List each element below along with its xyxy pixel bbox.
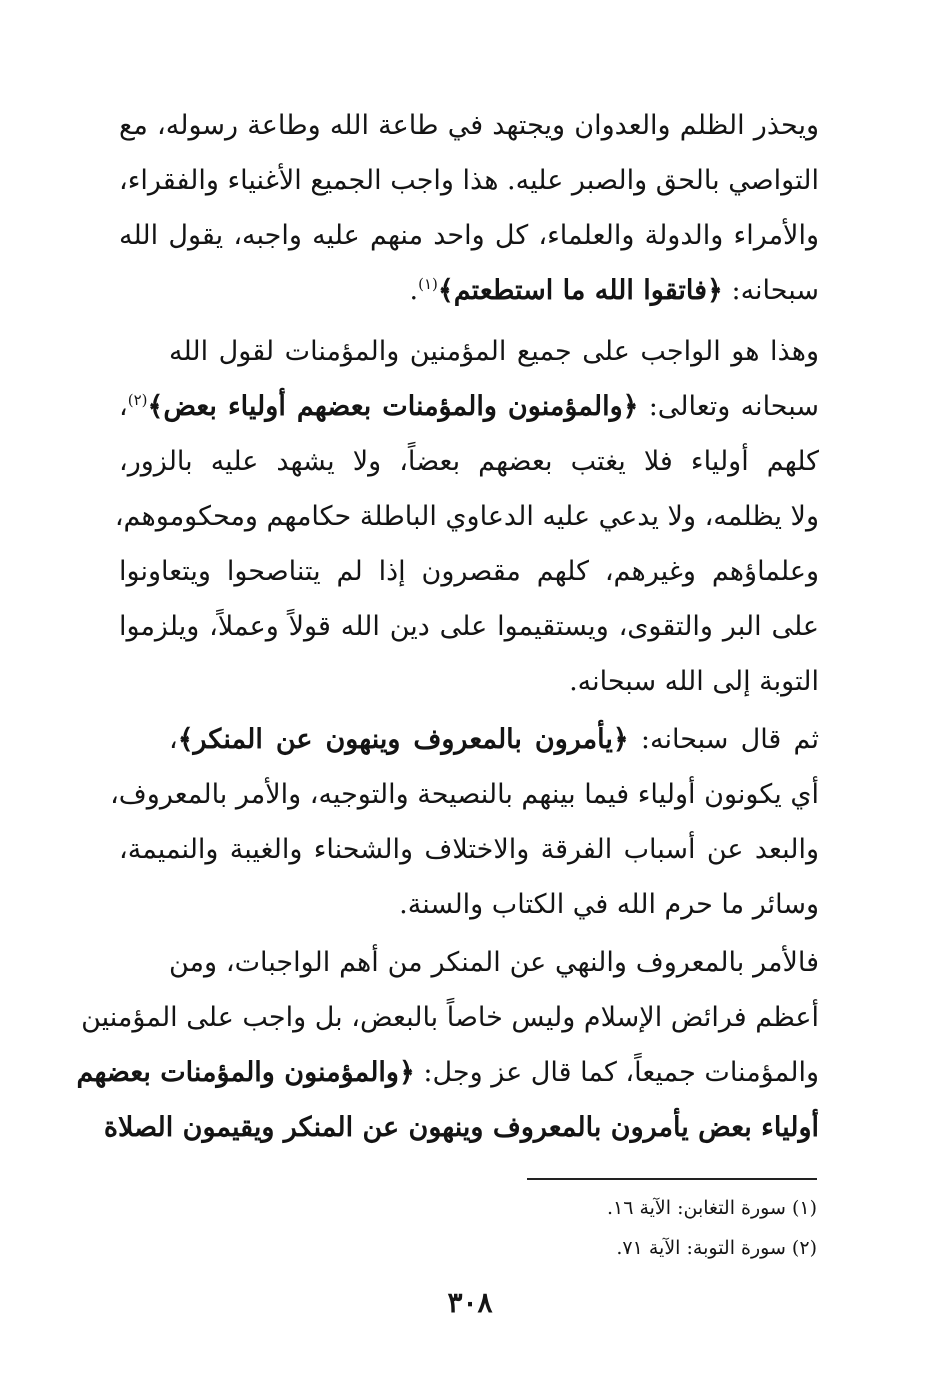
text-line-content: التواصي بالحق والصبر عليه. هذا واجب الجميع الأغنياء والفقراء،: [119, 165, 819, 196]
quran-quote: ﴿فاتقوا الله ما استطعتم﴾: [437, 275, 723, 306]
text-line-content: والبعد عن أسباب الفرقة والاختلاف والشحناء والغيبة والنميمة،: [119, 834, 819, 865]
text-line: [119, 436, 819, 488]
text-line: [119, 100, 819, 152]
text-line: [110, 769, 819, 821]
text-line-content: وسائر ما حرم الله في الكتاب والسنة.: [399, 889, 819, 920]
quran-quote: ﴿والمؤمنون والمؤمنات بعضهم: [76, 1057, 415, 1088]
text-line: [119, 265, 819, 317]
text-line-content: ولا يظلمه، ولا يدعي عليه الدعاوي الباطلة حكامهم ومحكوموهم،: [114, 501, 819, 532]
text-line-content: والأمراء والدولة والعلماء، كل واحد منهم عليه واجبه، يقول الله: [119, 220, 819, 251]
text-line: [119, 601, 819, 653]
text-line: [114, 491, 819, 543]
text-line-content: أعظم فرائض الإسلام وليس خاصاً بالبعض، بل واجب على المؤمنين: [81, 1002, 819, 1033]
text-line: [119, 879, 819, 931]
footnote: (٢) سورة التوبة: الآية ٧١.: [616, 1237, 817, 1259]
text-line: [119, 381, 819, 433]
text-line-content: على البر والتقوى، ويستقيموا على دين الله قولاً وعملاً، ويلزموا: [119, 611, 819, 642]
punctuation: .: [409, 275, 419, 306]
text-line-content: ويحذر الظلم والعدوان ويجتهد في طاعة الله وطاعة رسوله، مع: [119, 110, 819, 141]
text-line-content: وعلماؤهم وغيرهم، كلهم مقصرون إذا لم يتناصحوا ويتعاونوا: [119, 556, 819, 587]
text-line-content: التوبة إلى الله سبحانه.: [569, 666, 819, 697]
footnote-separator: [527, 1178, 817, 1180]
text-line-content: أي يكونون أولياء فيما بينهم بالنصيحة والتوجيه، والأمر بالمعروف،: [110, 779, 819, 810]
text-line-content: فالأمر بالمعروف والنهي عن المنكر من أهم الواجبات، ومن: [169, 947, 819, 978]
text-line: [119, 155, 819, 207]
text-line-content: أولياء بعض يأمرون بالمعروف وينهون عن المنكر ويقيمون الصلاة: [103, 1112, 819, 1143]
footnote-ref: (١): [418, 275, 438, 293]
text-line: [119, 546, 819, 598]
page-number: ٣٠٨: [447, 1286, 493, 1319]
paragraph-first-line: [169, 326, 819, 378]
text-line-content: ثم قال سبحانه:: [628, 724, 819, 755]
text-line-content: سبحانه وتعالى:: [638, 391, 819, 422]
quran-quote: ﴿والمؤمنون والمؤمنات بعضهم أولياء بعض﴾: [147, 391, 639, 422]
text-line-content: وهذا هو الواجب على جميع المؤمنين والمؤمنات لقول الله: [169, 336, 819, 367]
text-line: [119, 210, 819, 262]
text-line: [103, 1102, 819, 1154]
text-line-content: كلهم أولياء فلا يغتب بعضهم بعضاً، ولا يشهد عليه بالزور،: [119, 446, 819, 477]
text-line-content: سبحانه:: [722, 275, 819, 306]
paragraph-first-line: [169, 714, 819, 766]
footnote: (١) سورة التغابن: الآية ١٦.: [606, 1197, 817, 1219]
text-line: [76, 1047, 819, 1099]
paragraph-first-line: [169, 937, 819, 989]
footnote-ref: (٢): [127, 391, 148, 409]
text-line: [119, 824, 819, 876]
text-line-content: والمؤمنات جميعاً، كما قال عز وجل:: [414, 1057, 819, 1088]
text-line: [81, 992, 819, 1044]
quran-quote: ﴿يأمرون بالمعروف وينهون عن المنكر﴾: [177, 724, 629, 755]
punctuation: ،: [119, 391, 128, 422]
text-line: [119, 656, 819, 708]
punctuation: ،: [169, 724, 178, 755]
